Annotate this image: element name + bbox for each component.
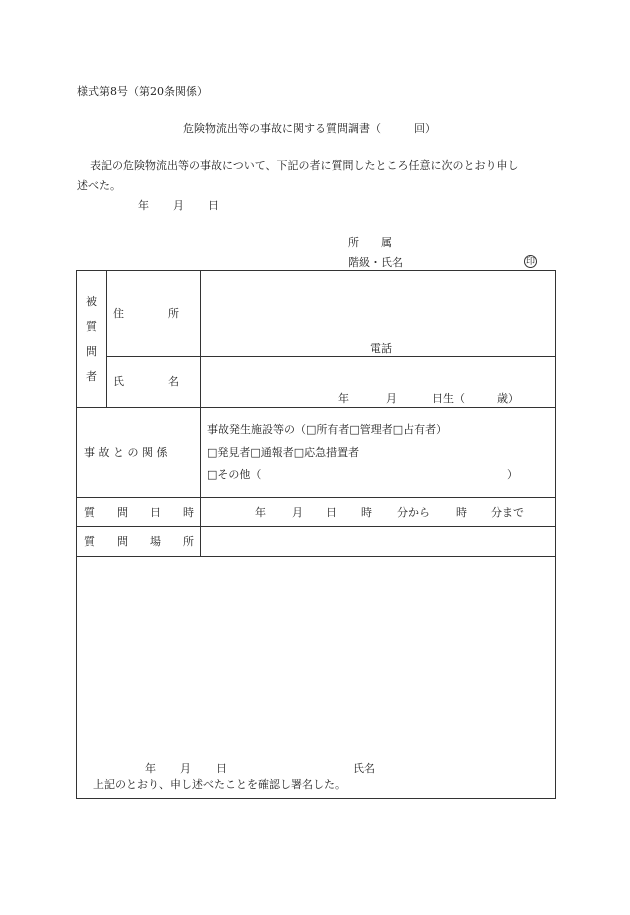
relation-line1: 事故発生施設等の（□所有者□管理者□占有者）	[207, 423, 448, 436]
relation-line2: □発見者□通報者□応急措置者	[207, 446, 360, 459]
intro-text-line1: 表記の危険物流出等の事故について、下記の者に質問したところ任意に次のとおり申し	[90, 159, 519, 172]
respondent-label-char1: 被	[86, 295, 97, 308]
datetime-month: 月	[292, 506, 303, 519]
datetime-year: 年	[255, 506, 266, 519]
address-label: 住 所	[113, 307, 179, 320]
birth-age: 歳）	[497, 392, 519, 405]
footer-date-year: 年	[145, 762, 156, 775]
seal-mark: 印	[525, 257, 535, 267]
birth-day: 日生（	[432, 392, 465, 405]
intro-text-line2: 述べた。	[77, 179, 121, 192]
affiliation-label: 所 属	[348, 236, 392, 249]
respondent-label-char3: 問	[86, 345, 97, 358]
birth-year: 年	[338, 392, 349, 405]
footer-date-day: 日	[216, 762, 227, 775]
phone-label: 電話	[370, 342, 392, 355]
form-number: 様式第8号（第20条関係）	[77, 85, 208, 98]
rank-name-label: 階級・氏名	[348, 256, 403, 269]
relation-line3-prefix: □その他（	[207, 468, 262, 481]
footer-name-label: 氏名	[353, 762, 375, 775]
datetime-from: 分から	[397, 506, 430, 519]
question-place-label: 質 問 場 所	[84, 535, 194, 548]
confirmation-text: 上記のとおり、申し述べたことを確認し署名した。	[93, 778, 346, 791]
respondent-label-char2: 質	[86, 320, 97, 333]
datetime-hour: 時	[361, 506, 372, 519]
date-day: 日	[208, 199, 219, 212]
birth-month: 月	[386, 392, 397, 405]
date-year: 年	[138, 199, 149, 212]
datetime-until: 分まで	[491, 506, 524, 519]
name-label: 氏 名	[113, 375, 179, 388]
question-datetime-label: 質 問 日 時	[84, 506, 194, 519]
relation-line3-suffix: ）	[507, 468, 518, 481]
datetime-day: 日	[326, 506, 337, 519]
footer-date-month: 月	[180, 762, 191, 775]
document-title: 危険物流出等の事故に関する質問調書（ 回）	[183, 122, 436, 135]
relation-label: 事 故 と の 関 係	[84, 446, 168, 459]
date-month: 月	[173, 199, 184, 212]
datetime-hour2: 時	[456, 506, 467, 519]
respondent-label-char4: 者	[86, 370, 97, 383]
